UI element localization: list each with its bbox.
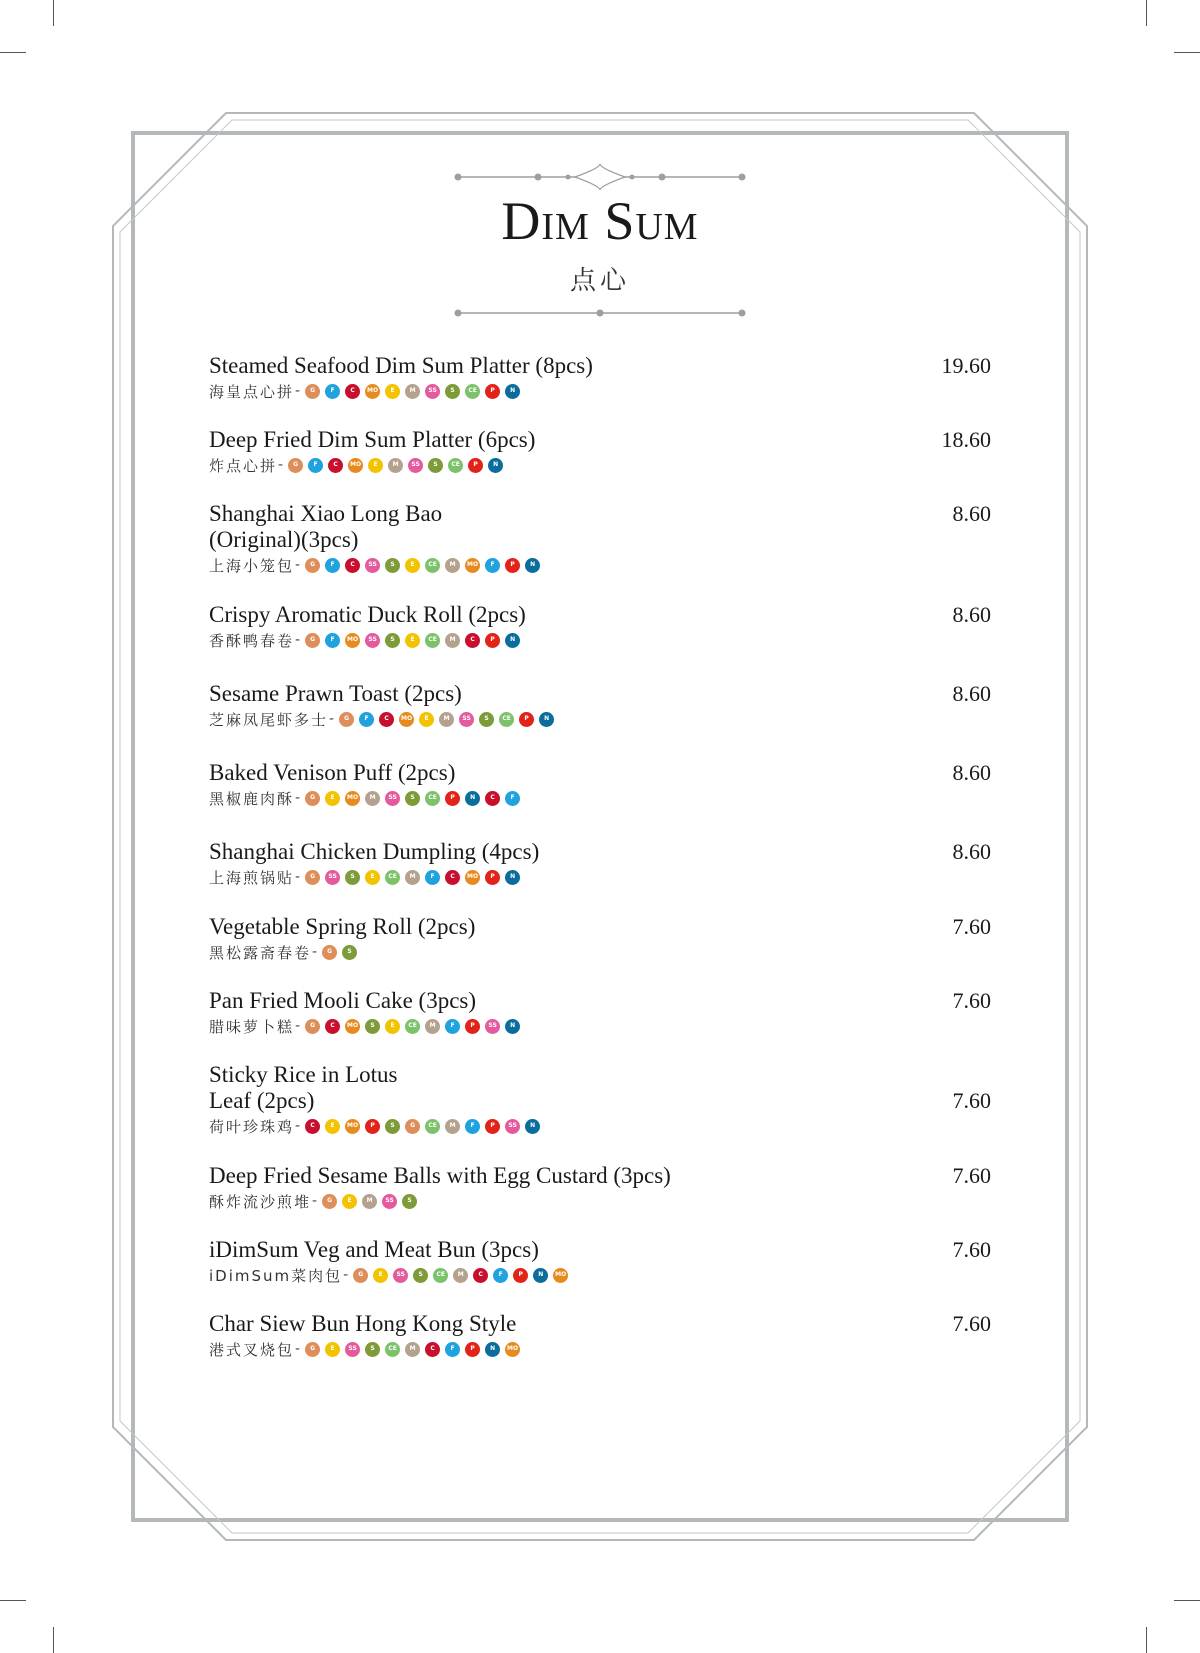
allergen-icon: MO: [365, 384, 380, 399]
menu-item-chinese-name: 酥炸流沙煎堆: [209, 1192, 312, 1211]
allergen-icon: M: [439, 712, 454, 727]
allergen-icon: C: [325, 1019, 340, 1034]
allergen-icon: P: [485, 633, 500, 648]
allergen-icon: SS: [325, 870, 340, 885]
bottom-ornament: [455, 310, 745, 316]
separator-dash: -: [295, 1018, 301, 1034]
allergen-icon: P: [365, 1119, 380, 1134]
menu-item-name: Sesame Prawn Toast (2pcs): [209, 681, 462, 706]
allergen-icon: G: [305, 633, 320, 648]
allergen-icon: N: [505, 870, 520, 885]
allergen-icon: CE: [425, 791, 440, 806]
allergen-icon: F: [425, 870, 440, 885]
allergen-icon: F: [325, 558, 340, 573]
allergen-icon: F: [493, 1268, 508, 1283]
menu-item-name: iDimSum Veg and Meat Bun (3pcs): [209, 1237, 539, 1262]
allergen-icon: MO: [465, 558, 480, 573]
allergen-icon: N: [525, 1119, 540, 1134]
allergen-icon: CE: [499, 712, 514, 727]
allergen-icon: S: [413, 1268, 428, 1283]
allergen-icon: M: [405, 384, 420, 399]
separator-dash: -: [295, 1341, 301, 1357]
allergen-icon: F: [445, 1019, 460, 1034]
allergen-icon: C: [379, 712, 394, 727]
allergen-icon: E: [325, 1119, 340, 1134]
menu-item-chinese-name: 上海小笼包: [209, 556, 295, 575]
menu-item-price: 7.60: [952, 1163, 991, 1188]
allergen-icon: SS: [365, 633, 380, 648]
separator-dash: -: [295, 632, 301, 648]
allergen-icon: E: [325, 1342, 340, 1357]
page-title: Dim Sum: [501, 191, 699, 251]
allergen-list: [305, 1019, 525, 1034]
allergen-icon: G: [353, 1268, 368, 1283]
allergen-icon: N: [505, 384, 520, 399]
menu-item-subline: [209, 788, 991, 808]
allergen-icon: S: [405, 791, 420, 806]
allergen-icon: SS: [393, 1268, 408, 1283]
allergen-list: [305, 633, 525, 648]
menu-item-subline: [209, 1339, 991, 1359]
allergen-icon: S: [402, 1194, 417, 1209]
menu-item-subline: [209, 381, 991, 401]
allergen-icon: F: [465, 1119, 480, 1134]
menu-item-subline: [209, 709, 991, 729]
separator-dash: -: [295, 557, 301, 573]
allergen-icon: N: [505, 633, 520, 648]
menu-item-price: 8.60: [952, 501, 991, 526]
allergen-icon: CE: [385, 870, 400, 885]
allergen-icon: SS: [505, 1119, 520, 1134]
allergen-list: [305, 791, 525, 806]
allergen-icon: E: [373, 1268, 388, 1283]
separator-dash: -: [312, 944, 318, 960]
allergen-icon: F: [505, 791, 520, 806]
allergen-icon: G: [305, 791, 320, 806]
allergen-icon: F: [325, 384, 340, 399]
allergen-icon: CE: [425, 1119, 440, 1134]
menu-item-price: 18.60: [941, 427, 991, 452]
allergen-icon: N: [465, 791, 480, 806]
menu-item-name: Crispy Aromatic Duck Roll (2pcs): [209, 602, 526, 627]
allergen-icon: M: [388, 458, 403, 473]
allergen-icon: G: [322, 1194, 337, 1209]
allergen-icon: G: [322, 945, 337, 960]
menu-item-subline: [209, 867, 991, 887]
menu-item: [209, 681, 991, 729]
menu-item-chinese-name: 海皇点心拼: [209, 382, 295, 401]
page-subtitle-chinese: 点心: [569, 266, 630, 296]
allergen-icon: E: [365, 870, 380, 885]
allergen-icon: M: [365, 791, 380, 806]
allergen-icon: E: [385, 1019, 400, 1034]
menu-item-price: 7.60: [952, 1237, 991, 1262]
allergen-icon: G: [305, 1342, 320, 1357]
allergen-icon: E: [385, 384, 400, 399]
allergen-icon: P: [505, 558, 520, 573]
allergen-list: [305, 1119, 545, 1134]
allergen-icon: P: [465, 1019, 480, 1034]
allergen-icon: C: [473, 1268, 488, 1283]
allergen-icon: MO: [399, 712, 414, 727]
menu-item: [209, 353, 991, 401]
allergen-icon: M: [445, 558, 460, 573]
menu-item-chinese-name: 港式叉烧包: [209, 1340, 295, 1359]
menu-item-subline: [209, 1191, 991, 1211]
allergen-icon: P: [485, 384, 500, 399]
allergen-list: [305, 384, 525, 399]
menu-item: [209, 760, 991, 808]
allergen-icon: MO: [553, 1268, 568, 1283]
menu-item-price: 8.60: [952, 839, 991, 864]
menu-item: [209, 427, 991, 475]
separator-dash: -: [295, 1118, 301, 1134]
allergen-icon: M: [405, 870, 420, 885]
menu-item-chinese-name: 腊味萝卜糕: [209, 1017, 295, 1036]
allergen-icon: F: [445, 1342, 460, 1357]
allergen-icon: S: [479, 712, 494, 727]
allergen-list: [353, 1268, 573, 1283]
allergen-icon: MO: [345, 633, 360, 648]
allergen-icon: MO: [505, 1342, 520, 1357]
allergen-icon: P: [468, 458, 483, 473]
allergen-icon: S: [445, 384, 460, 399]
allergen-icon: M: [362, 1194, 377, 1209]
separator-dash: -: [295, 869, 301, 885]
allergen-icon: S: [385, 558, 400, 573]
top-ornament: [455, 164, 745, 190]
allergen-icon: C: [425, 1342, 440, 1357]
allergen-icon: SS: [485, 1019, 500, 1034]
separator-dash: -: [295, 383, 301, 399]
allergen-icon: CE: [385, 1342, 400, 1357]
menu-item-name: Shanghai Xiao Long Bao (Original)(3pcs): [209, 501, 443, 552]
allergen-icon: N: [539, 712, 554, 727]
menu-item: [209, 501, 991, 575]
allergen-icon: G: [288, 458, 303, 473]
separator-dash: -: [329, 711, 335, 727]
allergen-icon: S: [365, 1342, 380, 1357]
allergen-icon: F: [359, 712, 374, 727]
allergen-icon: P: [465, 1342, 480, 1357]
allergen-icon: CE: [465, 384, 480, 399]
separator-dash: -: [278, 457, 284, 473]
menu-item-name: Deep Fried Dim Sum Platter (6pcs): [209, 427, 536, 452]
allergen-icon: C: [345, 558, 360, 573]
menu-item-price: 7.60: [952, 988, 991, 1013]
allergen-icon: CE: [425, 558, 440, 573]
allergen-icon: M: [453, 1268, 468, 1283]
allergen-icon: G: [305, 1019, 320, 1034]
allergen-icon: C: [445, 870, 460, 885]
allergen-icon: CE: [425, 633, 440, 648]
allergen-icon: MO: [345, 791, 360, 806]
allergen-icon: N: [485, 1342, 500, 1357]
allergen-icon: MO: [465, 870, 480, 885]
allergen-icon: S: [428, 458, 443, 473]
separator-dash: -: [343, 1267, 349, 1283]
menu-item-name: Deep Fried Sesame Balls with Egg Custard (3pcs): [209, 1163, 671, 1188]
allergen-icon: S: [345, 870, 360, 885]
menu-item-chinese-name: 炸点心拼: [209, 456, 278, 475]
menu-item-chinese-name: 芝麻凤尾虾多士: [209, 710, 329, 729]
allergen-list: [322, 945, 362, 960]
menu-item-subline: [209, 1016, 991, 1036]
allergen-icon: N: [533, 1268, 548, 1283]
menu-item: [209, 988, 991, 1036]
allergen-list: [305, 558, 545, 573]
allergen-icon: E: [419, 712, 434, 727]
menu-item-price: 19.60: [941, 353, 991, 378]
allergen-icon: MO: [348, 458, 363, 473]
allergen-icon: G: [305, 384, 320, 399]
menu-item-chinese-name: 黑松露斋春卷: [209, 943, 312, 962]
allergen-list: [322, 1194, 422, 1209]
allergen-icon: S: [365, 1019, 380, 1034]
menu-item-price: 8.60: [952, 602, 991, 627]
menu-item-price: 7.60: [952, 1311, 991, 1336]
menu-item-subline: [209, 1116, 991, 1136]
allergen-icon: MO: [345, 1019, 360, 1034]
allergen-icon: N: [505, 1019, 520, 1034]
allergen-icon: M: [445, 1119, 460, 1134]
allergen-list: [305, 1342, 525, 1357]
allergen-icon: E: [325, 791, 340, 806]
menu-item: [209, 1163, 991, 1211]
menu-item: [209, 602, 991, 650]
allergen-icon: S: [342, 945, 357, 960]
allergen-icon: CE: [433, 1268, 448, 1283]
allergen-icon: C: [328, 458, 343, 473]
menu-item-chinese-name: 香酥鸭春卷: [209, 631, 295, 650]
allergen-icon: SS: [425, 384, 440, 399]
allergen-icon: M: [425, 1019, 440, 1034]
menu-item: [209, 839, 991, 887]
allergen-icon: C: [485, 791, 500, 806]
menu-item-price: 7.60: [952, 1088, 991, 1113]
allergen-icon: SS: [382, 1194, 397, 1209]
allergen-icon: G: [405, 1119, 420, 1134]
menu-item-name: Sticky Rice in Lotus Leaf (2pcs): [209, 1062, 398, 1113]
menu-item-subline: [209, 942, 991, 962]
allergen-list: [339, 712, 559, 727]
allergen-icon: P: [445, 791, 460, 806]
menu-item-chinese-name: 黑椒鹿肉酥: [209, 789, 295, 808]
allergen-icon: MO: [345, 1119, 360, 1134]
menu-item: [209, 1237, 991, 1285]
allergen-icon: SS: [459, 712, 474, 727]
allergen-icon: P: [519, 712, 534, 727]
allergen-icon: CE: [448, 458, 463, 473]
menu-item-chinese-name: iDimSum菜肉包: [209, 1266, 343, 1285]
menu-item: [209, 1062, 991, 1136]
menu-item: [209, 1311, 991, 1359]
allergen-icon: M: [445, 633, 460, 648]
allergen-icon: C: [465, 633, 480, 648]
allergen-icon: SS: [408, 458, 423, 473]
allergen-icon: F: [308, 458, 323, 473]
menu-item-name: Baked Venison Puff (2pcs): [209, 760, 456, 785]
menu-item-name: Steamed Seafood Dim Sum Platter (8pcs): [209, 353, 593, 378]
allergen-icon: F: [485, 558, 500, 573]
allergen-icon: E: [405, 633, 420, 648]
menu-item-subline: [209, 455, 991, 475]
menu-item-name: Vegetable Spring Roll (2pcs): [209, 914, 476, 939]
menu-item-price: 8.60: [952, 681, 991, 706]
menu-item-subline: [209, 1265, 991, 1285]
menu-item: [209, 914, 991, 962]
allergen-icon: N: [525, 558, 540, 573]
menu-item-chinese-name: 上海煎锅贴: [209, 868, 295, 887]
allergen-icon: S: [385, 633, 400, 648]
allergen-icon: E: [368, 458, 383, 473]
menu-item-chinese-name: 荷叶珍珠鸡: [209, 1117, 295, 1136]
allergen-icon: CE: [405, 1019, 420, 1034]
allergen-icon: SS: [345, 1342, 360, 1357]
separator-dash: -: [295, 790, 301, 806]
menu-item-name: Shanghai Chicken Dumpling (4pcs): [209, 839, 540, 864]
separator-dash: -: [312, 1193, 318, 1209]
allergen-icon: E: [342, 1194, 357, 1209]
allergen-icon: G: [305, 870, 320, 885]
allergen-icon: N: [488, 458, 503, 473]
allergen-icon: P: [513, 1268, 528, 1283]
menu-item-price: 7.60: [952, 914, 991, 939]
allergen-icon: E: [405, 558, 420, 573]
menu-item-price: 8.60: [952, 760, 991, 785]
allergen-icon: SS: [385, 791, 400, 806]
menu-item-subline: [209, 630, 991, 650]
allergen-icon: C: [305, 1119, 320, 1134]
allergen-icon: F: [325, 633, 340, 648]
allergen-icon: C: [345, 384, 360, 399]
allergen-icon: S: [385, 1119, 400, 1134]
allergen-list: [288, 458, 508, 473]
allergen-icon: G: [305, 558, 320, 573]
allergen-icon: M: [405, 1342, 420, 1357]
allergen-icon: P: [485, 870, 500, 885]
allergen-icon: SS: [365, 558, 380, 573]
menu-item-name: Char Siew Bun Hong Kong Style: [209, 1311, 517, 1336]
allergen-list: [305, 870, 525, 885]
allergen-icon: G: [339, 712, 354, 727]
allergen-icon: P: [485, 1119, 500, 1134]
menu-item-subline: [209, 555, 991, 575]
menu-item-name: Pan Fried Mooli Cake (3pcs): [209, 988, 477, 1013]
